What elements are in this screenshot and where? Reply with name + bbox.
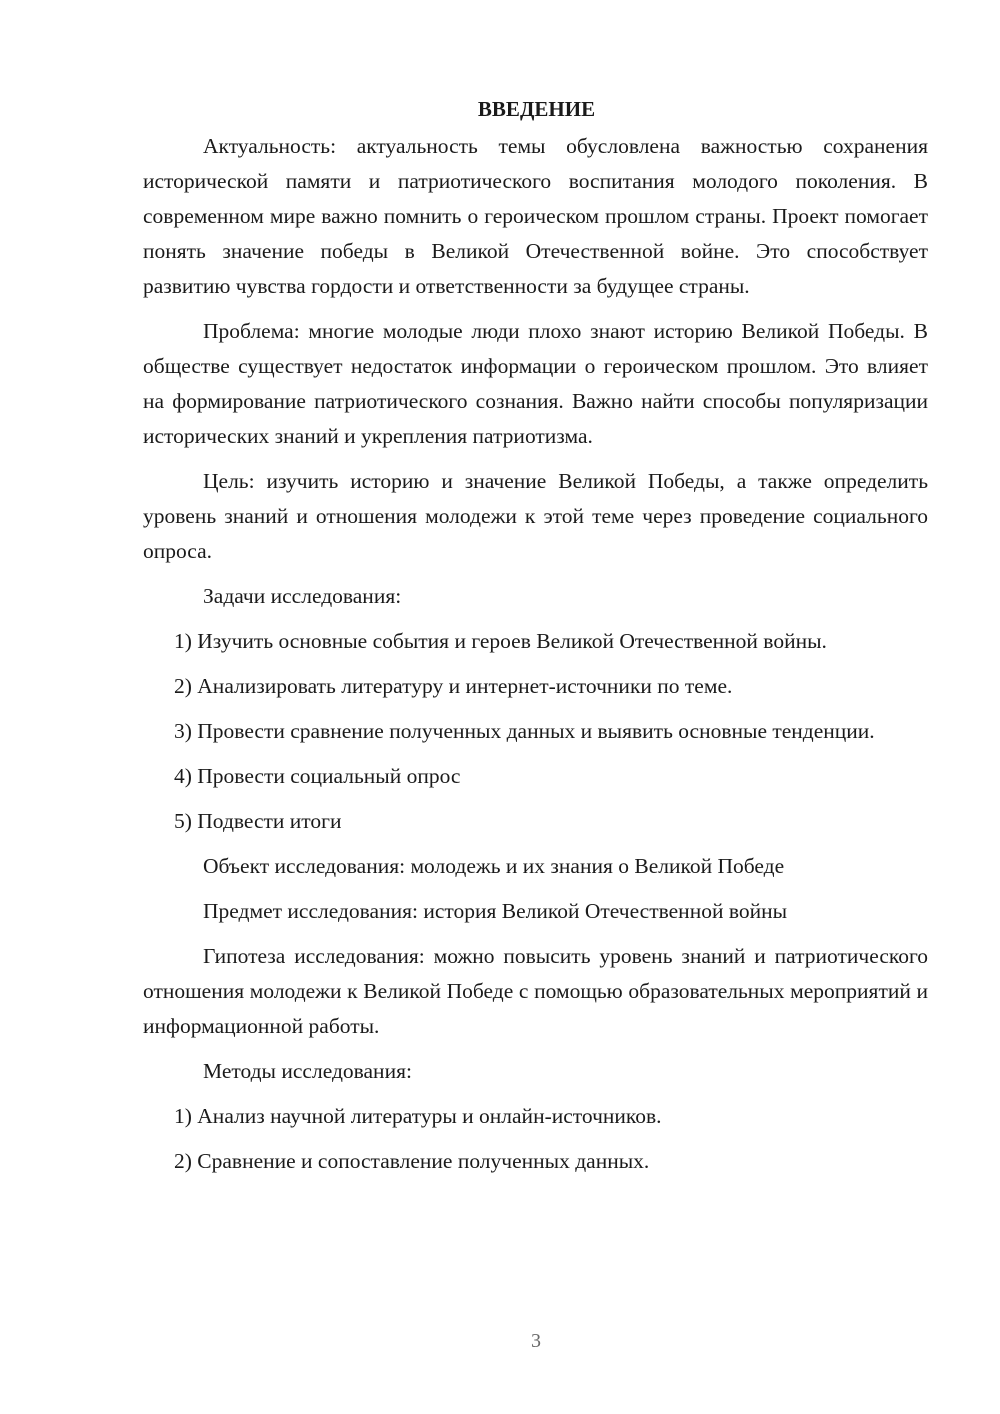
section-title: ВВЕДЕНИЕ	[477, 97, 596, 121]
goal-paragraph: Цель: изучить историю и значение Великой Победы, а также определить уровень знаний и отношения молодежи к этой теме через проведение социального опроса.	[143, 469, 928, 563]
methods-heading: Методы исследования:	[203, 1059, 412, 1083]
method-item: 1) Анализ научной литературы и онлайн-источников.	[174, 1104, 662, 1128]
subject-paragraph: Предмет исследования: история Великой Отечественной войны	[203, 899, 788, 923]
task-item: 3) Провести сравнение полученных данных и выявить основные тенденции.	[174, 719, 875, 743]
task-item: 1) Изучить основные события и героев Великой Отечественной войны.	[174, 629, 827, 653]
task-item: 2) Анализировать литературу и интернет-источники по теме.	[174, 674, 733, 698]
tasks-heading: Задачи исследования:	[203, 584, 402, 608]
object-paragraph: Объект исследования: молодежь и их знания о Великой Победе	[203, 854, 785, 878]
page-number: 3	[531, 1330, 541, 1352]
document-page	[143, 90, 928, 1189]
method-item: 2) Сравнение и сопоставление полученных данных.	[174, 1149, 650, 1173]
problem-paragraph: Проблема: многие молодые люди плохо знают историю Великой Победы. В обществе существует недостаток информации о героическом прошлом. Это влияет на формирование патриотического сознания. Важно найти способы популяризации исторических знаний и укрепления патриотизма.	[143, 319, 928, 448]
relevance-paragraph: Актуальность: актуальность темы обусловлена важностью сохранения исторической памяти и патриотического воспитания молодого поколения. В современном мире важно помнить о героическом прошлом страны. Проект помогает понять значение победы в Великой Отечественной войне. Это способствует развитию чувства гордости и ответственности за будущее страны.	[143, 134, 928, 298]
hypothesis-paragraph: Гипотеза исследования: можно повысить уровень знаний и патриотического отношения молодежи к Великой Победе с помощью образовательных мероприятий и информационной работы.	[143, 944, 928, 1038]
task-item: 4) Провести социальный опрос	[174, 764, 461, 788]
task-item: 5) Подвести итоги	[174, 809, 342, 833]
